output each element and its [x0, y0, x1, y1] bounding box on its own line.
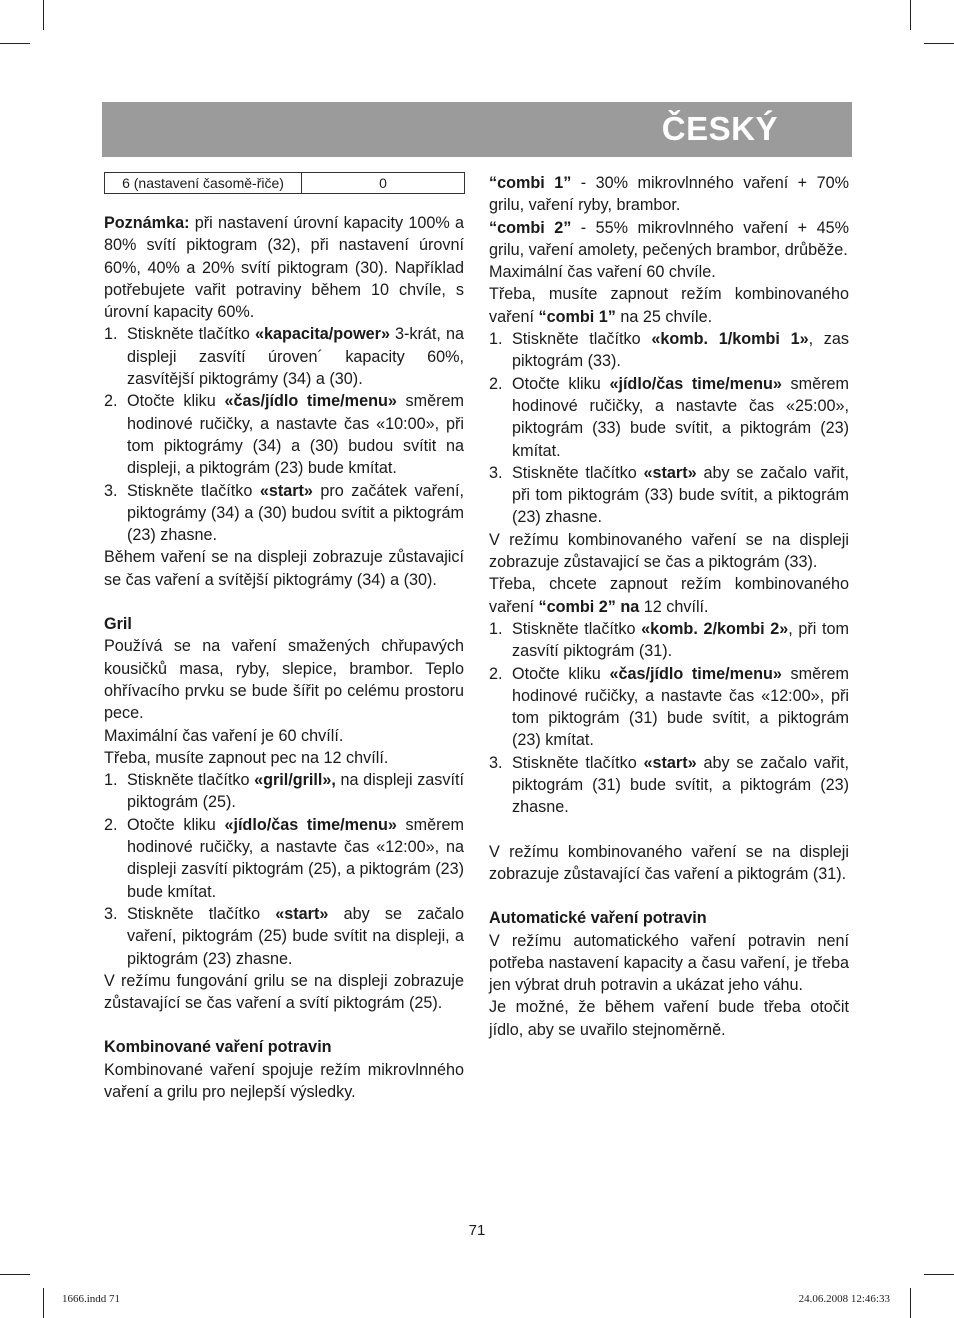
note-paragraph [104, 212, 464, 323]
paragraph: V režímu kombinovaného vaření se na displeji zobrazuje zůstavajicí se čas a piktográm (33). [489, 530, 849, 572]
paragraph: Třeba, musíte zapnout pec na 12 chvílí. [104, 748, 389, 767]
list-item [104, 903, 464, 970]
paragraph: Maximální čas vaření 60 chvíle. [489, 263, 716, 282]
list-number: 1. [104, 325, 118, 344]
list-item [489, 618, 849, 663]
header-bar [102, 102, 852, 157]
list-text: Stiskněte tlačítko [512, 330, 652, 349]
crop-mark [0, 1274, 30, 1275]
combi2-text: - 55% mikrovlnného vaření + 45% grilu, vaření amolety, pečených brambor, drůběže. [489, 218, 850, 259]
paragraph [489, 283, 849, 328]
list-text: Otočte kliku [512, 664, 610, 683]
paragraph: V režímu kombinovaného vaření se na displeji zobrazuje zůstavající čas vaření a piktográm (31). [489, 842, 849, 883]
mode-name: “combi 2” na [538, 597, 640, 616]
list-item [489, 462, 849, 529]
paragraph: V režímu automatického vaření potravin není potřeba nastavení kapacity a času vaření, je třeba jen výbrat druh potravin a ukázat jeho váhu. [489, 931, 849, 995]
table-label-cell: 6 (nastavení časomě-řiče) [105, 173, 302, 194]
combi2-label: “combi 2” [489, 218, 572, 237]
list-text: Otočte kliku [512, 374, 610, 393]
button-name: «start» [643, 753, 697, 772]
text: 12 chvílí. [639, 597, 709, 616]
list-number: 2. [104, 392, 118, 411]
list-item [104, 814, 464, 903]
paragraph: V režímu fungování grilu se na displeji zobrazuje zůstavající se čas vaření a svítí piktográm (25). [104, 971, 464, 1013]
list-item [489, 752, 849, 819]
list-text: Stiskněte tlačítko [127, 481, 260, 500]
paragraph: Je možné, že během vaření bude třeba otočit jídlo, aby se uvařilo stejnoměrně. [489, 998, 849, 1039]
list-number: 1. [489, 330, 503, 349]
list-number: 3. [104, 904, 118, 923]
list-text: aby se začalo vaření, piktográm (25) bude svítit na displeji, a piktográm (23) zhasne. [127, 904, 464, 968]
list-number: 2. [489, 664, 503, 683]
right-column [489, 172, 849, 1041]
list-text: aby se začalo vařit, při tom piktográm (33) bude svítit, a piktográm (23) zhasne. [512, 463, 849, 527]
crop-mark [43, 1288, 44, 1318]
button-name: «kapacita/power» [255, 325, 390, 344]
list-number: 3. [104, 481, 118, 500]
list-text: Otočte kliku [127, 392, 225, 411]
button-name: «jídlo/čas time/menu» [224, 815, 397, 834]
paragraph [489, 172, 849, 217]
button-name: «start» [643, 463, 697, 482]
list-text: Stiskněte tlačítko [127, 904, 276, 923]
list-number: 2. [104, 815, 118, 834]
steps-list-capacity [104, 323, 464, 546]
crop-mark [924, 1274, 954, 1275]
list-item [104, 480, 464, 547]
button-name: «jídlo/čas time/menu» [609, 374, 782, 393]
list-number: 2. [489, 374, 503, 393]
list-text: směrem hodinové ručičky, a nastavte čas «10:00», při tom piktográmy (34) a (30) budou svítit na displeji, a piktográm (23) bude kmítat. [127, 392, 464, 478]
table-value-cell: 0 [302, 173, 465, 194]
list-text: aby se začalo vařit, piktográm (31) bude svítit, a piktográm (23) zhasne. [512, 753, 849, 817]
paragraph [489, 573, 849, 618]
list-text: Stiskněte tlačítko [127, 325, 255, 344]
list-number: 3. [489, 463, 503, 482]
list-number: 1. [104, 771, 118, 790]
paragraph [489, 217, 849, 262]
section-heading-gril: Gril [104, 615, 132, 634]
crop-mark [43, 0, 44, 30]
page-number: 71 [468, 1222, 486, 1239]
button-name: «komb. 2/kombi 2» [641, 619, 789, 638]
page-title: ČESKÝ [661, 110, 778, 147]
button-name: «čas/jídlo time/menu» [609, 664, 782, 683]
list-text: pro začátek vaření, piktográmy (34) a (30) budou svítit a piktográm (23) zhasne. [127, 481, 464, 545]
button-name: «čas/jídlo time/menu» [224, 392, 397, 411]
mode-name: “combi 1” [538, 307, 616, 326]
list-text: , zas piktográm (33). [512, 330, 849, 371]
button-name: «gril/grill», [254, 771, 336, 790]
button-name: «start» [275, 904, 329, 923]
crop-mark [0, 43, 30, 44]
list-text: Otočte kliku [127, 815, 225, 834]
text: na 25 chvíle. [615, 307, 713, 326]
left-column [104, 172, 464, 1103]
crop-mark [910, 0, 911, 30]
button-name: «start» [259, 481, 313, 500]
crop-mark [924, 43, 954, 44]
list-item [104, 323, 464, 390]
steps-list-combi2 [489, 618, 849, 819]
combi1-label: “combi 1” [489, 174, 572, 192]
paragraph: Používá se na vaření smažených chřupavých kousičků masa, ryby, slepice, brambor. Teplo ohřívacího prvku se bude šířit po celému prostoru pece. [104, 637, 464, 723]
list-item [104, 769, 464, 814]
list-text: směrem hodinové ručičky, a nastavte čas «12:00», na displeji zasvítí piktográm (25), a piktográm (23) bude kmítat. [127, 815, 464, 901]
button-name: «komb. 1/kombi 1» [651, 330, 809, 349]
list-text: Stiskněte tlačítko [512, 619, 642, 638]
list-item [104, 390, 464, 479]
date-slug: 24.06.2008 12:46:33 [798, 1293, 890, 1305]
combi1-text: - 30% mikrovlnného vaření + 70% grilu, vaření ryby, brambor. [489, 174, 850, 215]
list-item [489, 373, 849, 462]
note-text: při nastavení úrovní kapacity 100% a 80% svítí piktogram (32), při nastavení úrovní 60%, 40% a 20% svítí piktogram (30). Například potřebujete vařit potraviny během 10 chvíle, s úrovní kapacity 60%. [104, 214, 464, 322]
list-text: směrem hodinové ručičky, a nastavte čas «12:00», při tom piktográm (31) bude svítit, a piktográm (23) kmítat. [512, 664, 849, 750]
section-heading-combi: Kombinované vaření potravin [104, 1038, 332, 1057]
paragraph: Kombinované vaření spojuje režím mikrovlnného vaření a grilu pro nejlepší výsledky. [104, 1060, 464, 1101]
list-text: Stiskněte tlačítko [512, 753, 644, 772]
list-item [489, 663, 849, 752]
text: Třeba, chcete zapnout režím kombinovaného vaření [489, 575, 849, 616]
list-text: , při tom zasvítí piktográm (31). [512, 619, 850, 661]
list-text: na displeji zasvítí piktográm (25). [127, 771, 464, 812]
list-text: Stiskněte tlačítko [512, 463, 644, 482]
list-text: Stiskněte tlačítko [127, 771, 255, 790]
section-heading-auto: Automatické vaření potravin [489, 909, 707, 928]
file-slug: 1666.indd 71 [62, 1293, 121, 1305]
list-text: 3-krát, na displeji zasvítí úroven´ kapacity 60%, zasvítější piktográmy (34) a (30). [127, 325, 464, 389]
steps-list-combi1 [489, 328, 849, 529]
paragraph: Během vaření se na displeji zobrazuje zůstavajicí se čas vaření a svítější piktográmy (34) a (30). [104, 548, 464, 589]
steps-list-gril [104, 769, 464, 970]
paragraph: Maximální čas vaření je 60 chvílí. [104, 726, 344, 745]
list-text: směrem hodinové ručičky, a nastavte čas «25:00», piktográm (33) bude svítit, a piktográm (23) kmítat. [512, 374, 849, 460]
settings-table [104, 172, 465, 194]
list-number: 1. [489, 619, 503, 638]
list-item [489, 328, 849, 373]
crop-mark [910, 1288, 911, 1318]
text: Třeba, musíte zapnout režím kombinovaného vaření [489, 285, 849, 326]
note-label: Poznámka: [104, 214, 190, 232]
list-number: 3. [489, 753, 503, 772]
